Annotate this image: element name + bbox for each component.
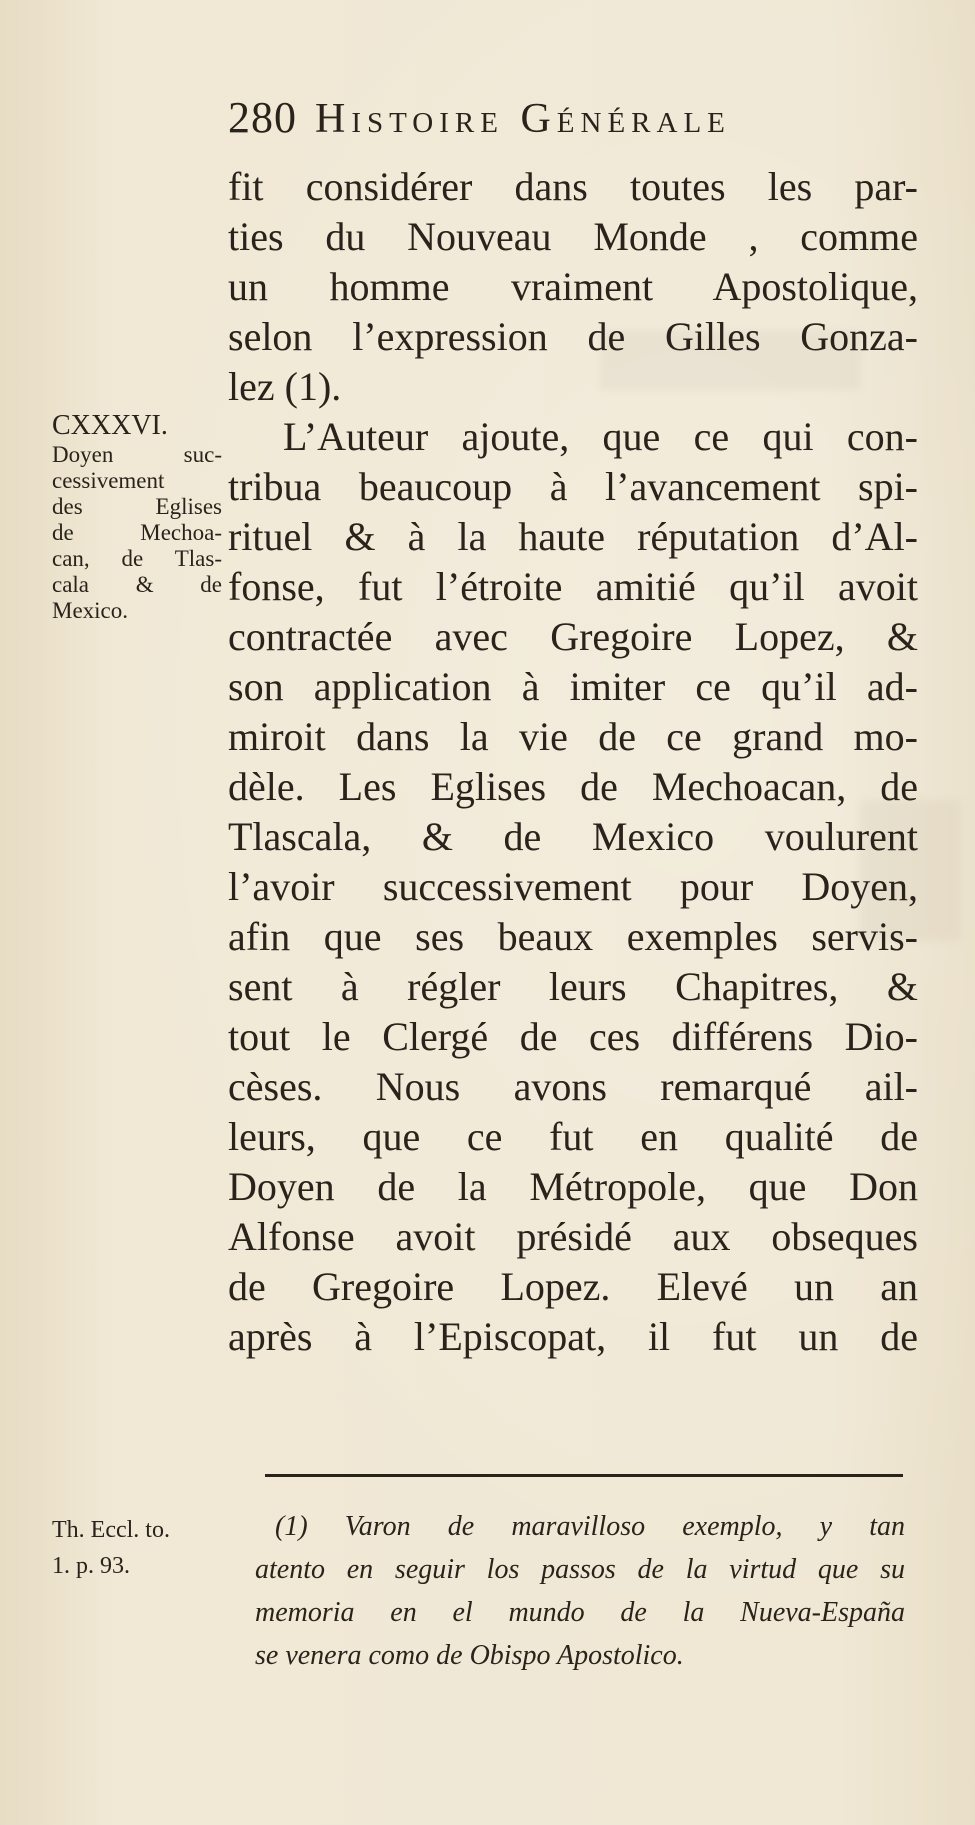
text-line: lez (1). [228,364,342,409]
footnote-line: se venera como de Obispo Apostolico. [255,1640,684,1671]
text-line: Alfonse avoit présidé aux obseques [228,1214,918,1259]
marginal-note-line: cessivement [52,468,165,493]
marginal-section-number: CXXXVI. [52,410,168,441]
page-number: 280 [228,93,297,142]
text-line: contractée avec Gregoire Lopez, & [228,614,918,659]
footnote [255,1505,905,1677]
running-header [228,92,888,148]
marginal-note [52,410,222,624]
running-title: Histoire Générale [315,96,731,142]
text-line: l’avoir successivement pour Doyen, [228,864,918,909]
marginal-note-line: des Eglises [52,494,222,519]
marginal-note-line: Mexico. [52,598,129,623]
text-line: tout le Clergé de ces différens Dio- [228,1014,918,1059]
text-line: après à l’Episcopat, il fut un de [228,1314,918,1359]
marginal-note-line: Doyen suc- [52,442,222,467]
marginal-note-line: de Mechoa- [52,520,222,545]
text-line: cèses. Nous avons remarqué ail- [228,1064,918,1109]
text-line: sent à régler leurs Chapitres, & [228,964,918,1009]
footnote-line: (1) Varon de maravilloso exemplo, y tan [275,1511,905,1542]
text-line: fit considérer dans toutes les par- [228,164,918,209]
text-line: Doyen de la Métropole, que Don [228,1164,918,1209]
reference-line: Th. Eccl. to. [52,1517,170,1543]
text-line: un homme vraiment Apostolique, [228,264,918,309]
text-line: fonse, fut l’étroite amitié qu’il avoit [228,564,918,609]
reference-line: 1. p. 93. [52,1553,130,1579]
main-text [228,162,918,1362]
text-line: dèle. Les Eglises de Mechoacan, de [228,764,918,809]
text-line: de Gregoire Lopez. Elevé un an [228,1264,918,1309]
text-line: selon l’expression de Gilles Gonza- [228,314,918,359]
marginal-note-line: can, de Tlas- [52,546,222,571]
paragraph-start-line: L’Auteur ajoute, que ce qui con- [283,414,918,459]
footnote-divider [265,1474,903,1477]
text-line: leurs, que ce fut en qualité de [228,1114,918,1159]
text-line: son application à imiter ce qu’il ad- [228,664,918,709]
footnote-source-reference [52,1512,222,1584]
text-line: rituel & à la haute réputation d’Al- [228,514,918,559]
text-line: ties du Nouveau Monde , comme [228,214,918,259]
text-line: afin que ses beaux exemples servis- [228,914,918,959]
footnote-line: atento en seguir los passos de la virtud que su [255,1554,905,1585]
text-line: Tlascala, & de Mexico voulurent [228,814,918,859]
footnote-line: memoria en el mundo de la Nueva-España [255,1597,905,1628]
marginal-note-line: cala & de [52,572,222,597]
text-line: tribua beaucoup à l’avancement spi- [228,464,918,509]
text-line: miroit dans la vie de ce grand mo- [228,714,918,759]
